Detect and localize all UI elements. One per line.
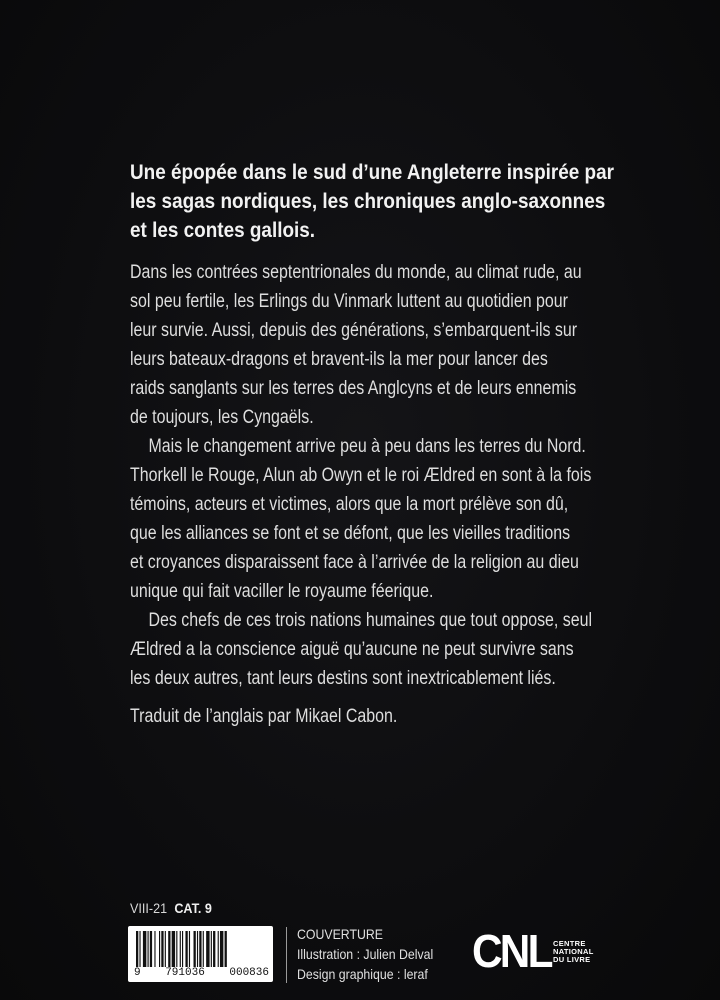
- cnl-logo: CNL: [472, 925, 551, 977]
- text-line: Mais le changement arrive peu à peu dans les terres du Nord.: [148, 436, 586, 457]
- text-line: que les alliances se font et se défont, que les vieilles traditions: [130, 523, 571, 544]
- text-line: unique qui fait vaciller le royaume féerique.: [130, 581, 434, 602]
- logo-text-line: DU LIVRE: [553, 955, 591, 964]
- paragraph-2: [130, 432, 684, 606]
- text-line: témoins, acteurs et victimes, alors que la mort prélève son dû,: [130, 494, 569, 515]
- cover-credits: [297, 924, 433, 984]
- credit-line: COUVERTURE: [297, 926, 384, 942]
- catalog-ref: VIII-21: [130, 900, 168, 916]
- catalog-code: [130, 900, 212, 916]
- catalog-category: CAT. 9: [174, 900, 212, 916]
- synopsis: [130, 258, 684, 693]
- text-line: Des chefs de ces trois nations humaines que tout oppose, seul: [148, 610, 593, 631]
- lead-blurb: [130, 158, 623, 245]
- text-line: et croyances disparaissent face à l’arrivée de la religion au dieu: [130, 552, 579, 573]
- cnl-logo-text: [553, 940, 594, 964]
- barcode-digit-group: 791036: [165, 967, 205, 979]
- logo-text-line: NATIONAL: [553, 947, 594, 956]
- barcode-bars: [136, 931, 265, 967]
- barcode-digit-group: 9: [134, 967, 141, 979]
- lead-line: Une épopée dans le sud d’une Angleterre inspirée par: [130, 160, 614, 184]
- divider: [286, 927, 287, 983]
- text-line: leur survie. Aussi, depuis des générations, s’embarquent-ils sur: [130, 320, 578, 341]
- text-line: les deux autres, tant leurs destins sont inextricablement liés.: [130, 668, 556, 689]
- text-line: Ældred a la conscience aiguë qu’aucune ne peut survivre sans: [130, 639, 574, 660]
- translator-credit: Traduit de l’anglais par Mikael Cabon.: [130, 706, 398, 727]
- text-line: raids sanglants sur les terres des Anglcyns et de leurs ennemis: [130, 378, 577, 399]
- lead-line: les sagas nordiques, les chroniques anglo-saxonnes: [130, 189, 606, 213]
- barcode-digit-group: 000836: [229, 967, 269, 979]
- text-line: sol peu fertile, les Erlings du Vinmark luttent au quotidien pour: [130, 291, 568, 312]
- credit-line: Design graphique : leraf: [297, 966, 428, 982]
- text-line: de toujours, les Cyngaëls.: [130, 407, 314, 428]
- credit-line: Illustration : Julien Delval: [297, 946, 434, 962]
- paragraph-1: [130, 258, 684, 432]
- paragraph-3: [130, 606, 684, 693]
- logo-text-line: CENTRE: [553, 939, 586, 948]
- barcode: [128, 926, 273, 982]
- text-line: Thorkell le Rouge, Alun ab Owyn et le roi Ældred en sont à la fois: [130, 465, 592, 486]
- barcode-number: [134, 967, 269, 979]
- text-line: leurs bateaux-dragons et bravent-ils la mer pour lancer des: [130, 349, 548, 370]
- lead-line: et les contes gallois.: [130, 218, 316, 242]
- text-line: Dans les contrées septentrionales du monde, au climat rude, au: [130, 262, 582, 283]
